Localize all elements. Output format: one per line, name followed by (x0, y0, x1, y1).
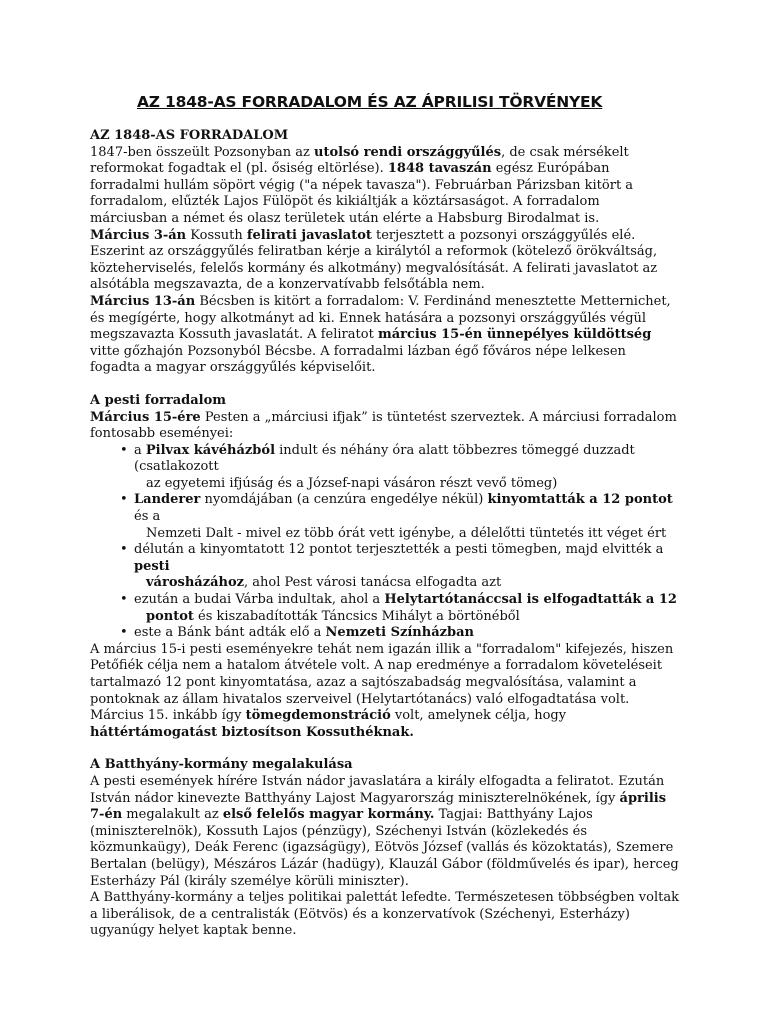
list-item: • ezután a budai Várba indultak, ahol a Helytartótanáccsal is elfogadtatták a 12 pontot és kiszabadították Táncsics Mihályt a börtönéből (122, 592, 680, 625)
paragraph: A Batthyány-kormány a teljes politikai palettát lefedte. Természetesen többségben voltak a liberálisok, de a centralisták (Eötvös) és a konzervatívok (Széchenyi, Esterházy) ugyanúgy helyet kaptak benne. (90, 890, 679, 939)
document-body (90, 128, 680, 940)
event-list (90, 443, 680, 642)
paragraph: Március 3-án Kossuth felirati javaslatot terjesztett a pozsonyi országgyűlés elé. Eszerint az országgyűlés feliratban kérje a királytól a reformok (kötelező örökváltság, közteherviselés, felelős kormány és alkotmány) megvalósítását. A felirati javaslatot az alsótábla megszavazta, de a konzervatívabb felsőtábla nem. (90, 227, 658, 293)
document-title: AZ 1848-AS FORRADALOM ÉS AZ ÁPRILISI TÖRVÉNYEK (137, 93, 603, 111)
paragraph: Március 13-án Bécsben is kitört a forradalom: V. Ferdinánd menesztette Metternichet, és megígérte, hogy alkotmányt ad ki. Ennek hatására a pozsonyi országgyűlés végül megszavazta Kossuth javaslatát. A feliratot március 15-én ünnepélyes küldöttség vitte gőzhajón Pozsonyból Bécsbe. A forradalmi lázban égő főváros népe lelkesen fogadta a magyar országgyűlés képviselőit. (90, 293, 671, 376)
paragraph: Március 15-ére Pesten a „márciusi ifjak” is tüntetést szerveztek. A márciusi forradalom fontosabb eseményei: (90, 409, 677, 442)
section-heading: AZ 1848-AS FORRADALOM (90, 128, 289, 143)
section-heading: A Batthyány-kormány megalakulása (90, 757, 353, 773)
list-item: • délután a kinyomtatott 12 pontot terjesztették a pesti tömegben, majd elvitték a pesti városházához, ahol Pest városi tanácsa elfogadta azt (122, 542, 680, 592)
paragraph: A március 15-i pesti eseményekre tehát nem igazán illik a "forradalom" kifejezés, hiszen Petőfiék célja nem a hatalom átvétele volt. A nap eredménye a forradalom követeléseit tartalmazó 12 pont kinyomtatása, azaz a sajtószabadság megvalósítása, valamint a pontoknak az állam hivatalos szerveivel (Helytartótanács) való elfogadtatása volt. Március 15. inkább így tömegdemonstráció volt, amelynek célja, hogy háttértámogatást biztosítson Kossuthéknak. (90, 641, 674, 740)
list-item: • Landerer nyomdájában (a cenzúra engedélye nékül) kinyomtatták a 12 pontot és a Nemzeti Dalt - mivel ez több órát vett igénybe, a délelőtti tüntetés itt véget ért (122, 492, 680, 542)
list-item: • a Pilvax kávéházból indult és néhány óra alatt többezres tömeggé duzzadt (csatlakozott az egyetemi ifjúság és a József-napi vásáron részt vevő tömeg) (122, 443, 680, 493)
paragraph: A pesti események hírére István nádor javaslatára a király elfogadta a feliratot. Ezután István nádor kinevezte Batthyány Lajost Magyarország miniszterelnökének, így április 7-én megalakult az első felelős magyar kormány. Tagjai: Batthyány Lajos (miniszterelnök), Kossuth Lajos (pénzügy), Széchenyi István (közlekedés és közmunkaügy), Deák Ferenc (igazságügy), Eötvös József (vallás és közoktatás), Szemere Bertalan (belügy), Mészáros Lázár (hadügy), Klauzál Gábor (földművelés és ipar), herceg Esterházy Pál (király személye körüli miniszter). (90, 773, 679, 889)
list-item: • este a Bánk bánt adták elő a Nemzeti Színházban (122, 625, 680, 642)
paragraph: 1847-ben összeült Pozsonyban az utolsó rendi országgyűlés, de csak mérsékelt reformokat fogadtak el (pl. ősiség eltörlése). 1848 tavaszán egész Európában forradalmi hullám söpört végig ("a népek tavasza"). Februárban Párizsban kitört a forradalom, elűzték Lajos Fülöpöt és kikiáltják a köztársaságot. A forradalom márciusban a német és olasz területek után elérte a Habsburg Birodalmat is. (90, 144, 634, 226)
section-heading: A pesti forradalom (90, 392, 227, 408)
